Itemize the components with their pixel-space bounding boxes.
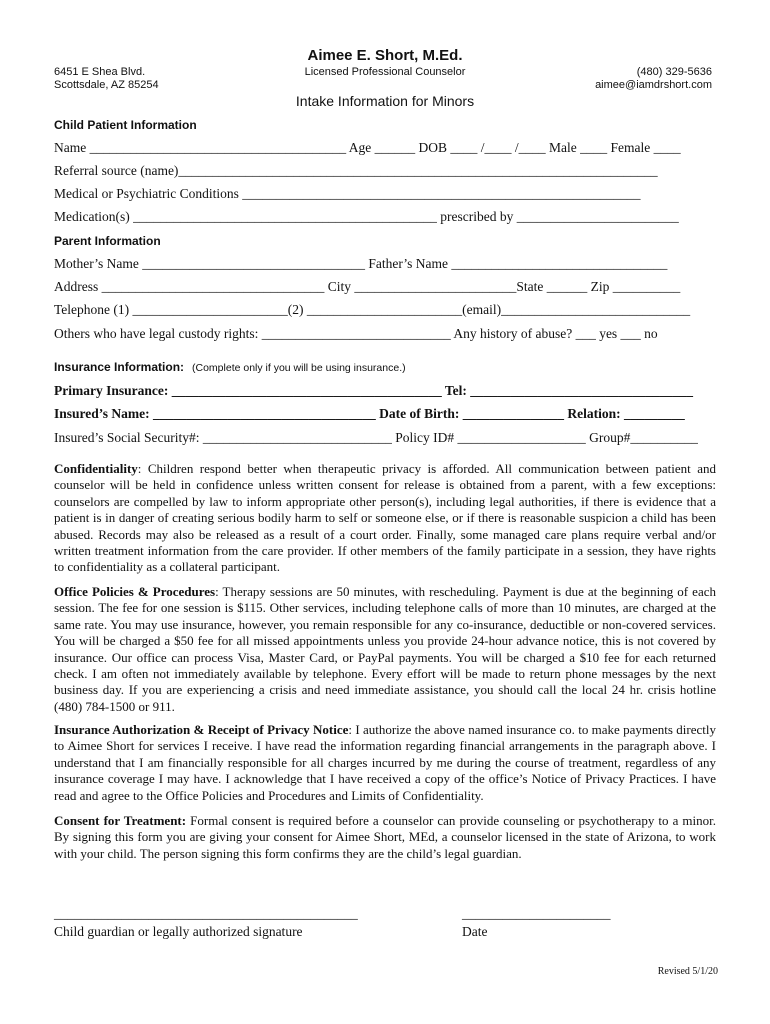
authorization-body: : I authorize the above named insurance co. to make payments directly to Aimee Short for services I receive. I have read the information regarding financial arrangements in the paragraph above. I understand that I am financially responsible for all charges incurred by me during the course of treatment, regardless of any insurance coverage I may have. I acknowledge that I have received a copy of the office’s Notice of Privacy Practices. I have read and agree to the Office Policies and Procedures and Limits of Confidentiality. bbox=[54, 722, 717, 803]
primary-insurance-line[interactable]: Primary Insurance: ________________________________________ Tel: _________________________________ bbox=[54, 383, 693, 398]
date-label: Date bbox=[462, 924, 488, 939]
phone-number: (480) 329-5636 bbox=[636, 66, 712, 78]
authorization-paragraph bbox=[54, 722, 716, 804]
form-title: Intake Information for Minors bbox=[295, 93, 475, 109]
confidentiality-title: Confidentiality bbox=[54, 461, 138, 476]
parent-telephone-line[interactable]: Telephone (1) _______________________(2) _______________________(email)____________________________ bbox=[54, 302, 691, 317]
practitioner-title: Licensed Professional Counselor bbox=[304, 66, 466, 78]
authorization-title: Insurance Authorization & Receipt of Privacy Notice bbox=[54, 722, 349, 737]
parent-names-line[interactable]: Mother’s Name _________________________________ Father’s Name ________________________________ bbox=[54, 256, 668, 271]
insurance-heading-row bbox=[54, 358, 406, 376]
office-policies-body: : Therapy sessions are 50 minutes, with rescheduling. Payment is due at the beginning of each session. The fee for one session is $115. Other services, including telephone calls of more than 10 minutes, are charged at the same rate. You may use insurance, however, you remain responsible for any co-insurance, deductible or non-covered services. You will be charged a $50 fee for all missed appointments unless you provide 24-hour advance notice, this is not covered by insurance. Our office can process Visa, Master Card, or PayPal payments. You will be charged a $10 fee for each returned check. I am often not immediately available by telephone. Every effort will be made to return phone messages by the next business day. If you are experiencing a crisis and need immediate assistance, you should call the local 24 hr. crisis hotline (480) 784-1500 or 911. bbox=[54, 584, 716, 714]
insured-ssn-line[interactable]: Insured’s Social Security#: ____________________________ Policy ID# ___________________ Group#__________ bbox=[54, 430, 698, 445]
office-policies-paragraph bbox=[54, 584, 716, 715]
date-line[interactable]: ______________________ bbox=[462, 906, 611, 921]
insurance-note: (Complete only if you will be using insurance.) bbox=[192, 362, 406, 374]
referral-source-line[interactable]: Referral source (name)_______________________________________________________________________ bbox=[54, 163, 658, 178]
custody-line[interactable]: Others who have legal custody rights: ____________________________ Any history of abuse? ___ yes ___ no bbox=[54, 326, 658, 341]
signature-label: Child guardian or legally authorized signature bbox=[54, 924, 303, 939]
confidentiality-body: : Children respond better when therapeutic privacy is afforded. All communication between patient and counselor will be held in confidence unless written consent for release is obtained from a parent, with a few exceptions: counselors are compelled by law to inform appropriate other person(s), including legal authorities, if there is evidence that a patient is in danger of creating serious bodily harm to self or someone else, or if there is reasonable suspicion a child has been abused. Records may also be released as a result of a court order. Finally, some managed care plans require verbal and/or written treatment information from the care provider. If other members of the family participate in a session, they have rights to confidentiality as a collateral participant. bbox=[54, 461, 716, 575]
practitioner-name: Aimee E. Short, M.Ed. bbox=[307, 47, 463, 64]
address-line-1: 6451 E Shea Blvd. bbox=[54, 66, 146, 78]
insured-name-line[interactable]: Insured’s Name: _________________________________ Date of Birth: _______________ Relation: _________ bbox=[54, 406, 685, 421]
consent-title: Consent for Treatment: bbox=[54, 813, 187, 828]
medications-line[interactable]: Medication(s) _____________________________________________ prescribed by ________________________ bbox=[54, 209, 679, 224]
consent-body: Formal consent is required before a counselor can provide counseling or psychotherapy to a minor. By signing this form you are giving your consent for Aimee Short, MEd, a counselor licensed in the state of Arizona, to work with your child. The person signing this form confirms they are the child’s legal guardian. bbox=[54, 813, 716, 861]
insurance-section-heading: Insurance Information: bbox=[54, 360, 185, 374]
conditions-line[interactable]: Medical or Psychiatric Conditions ___________________________________________________________ bbox=[54, 186, 641, 201]
signature-line[interactable]: _____________________________________________ bbox=[54, 906, 358, 921]
address-line-2: Scottsdale, AZ 85254 bbox=[54, 79, 159, 91]
parent-address-line[interactable]: Address _________________________________ City ________________________State ______ Zip __________ bbox=[54, 279, 681, 294]
revision-note: Revised 5/1/20 bbox=[657, 966, 718, 977]
confidentiality-paragraph bbox=[54, 461, 716, 576]
child-name-line[interactable]: Name ______________________________________ Age ______ DOB ____ /____ /____ Male ____ Female ____ bbox=[54, 140, 681, 155]
email-address: aimee@iamdrshort.com bbox=[595, 79, 712, 91]
parent-section-heading: Parent Information bbox=[54, 234, 161, 248]
consent-paragraph bbox=[54, 813, 716, 862]
office-policies-title: Office Policies & Procedures bbox=[54, 584, 216, 599]
child-section-heading: Child Patient Information bbox=[54, 118, 197, 132]
